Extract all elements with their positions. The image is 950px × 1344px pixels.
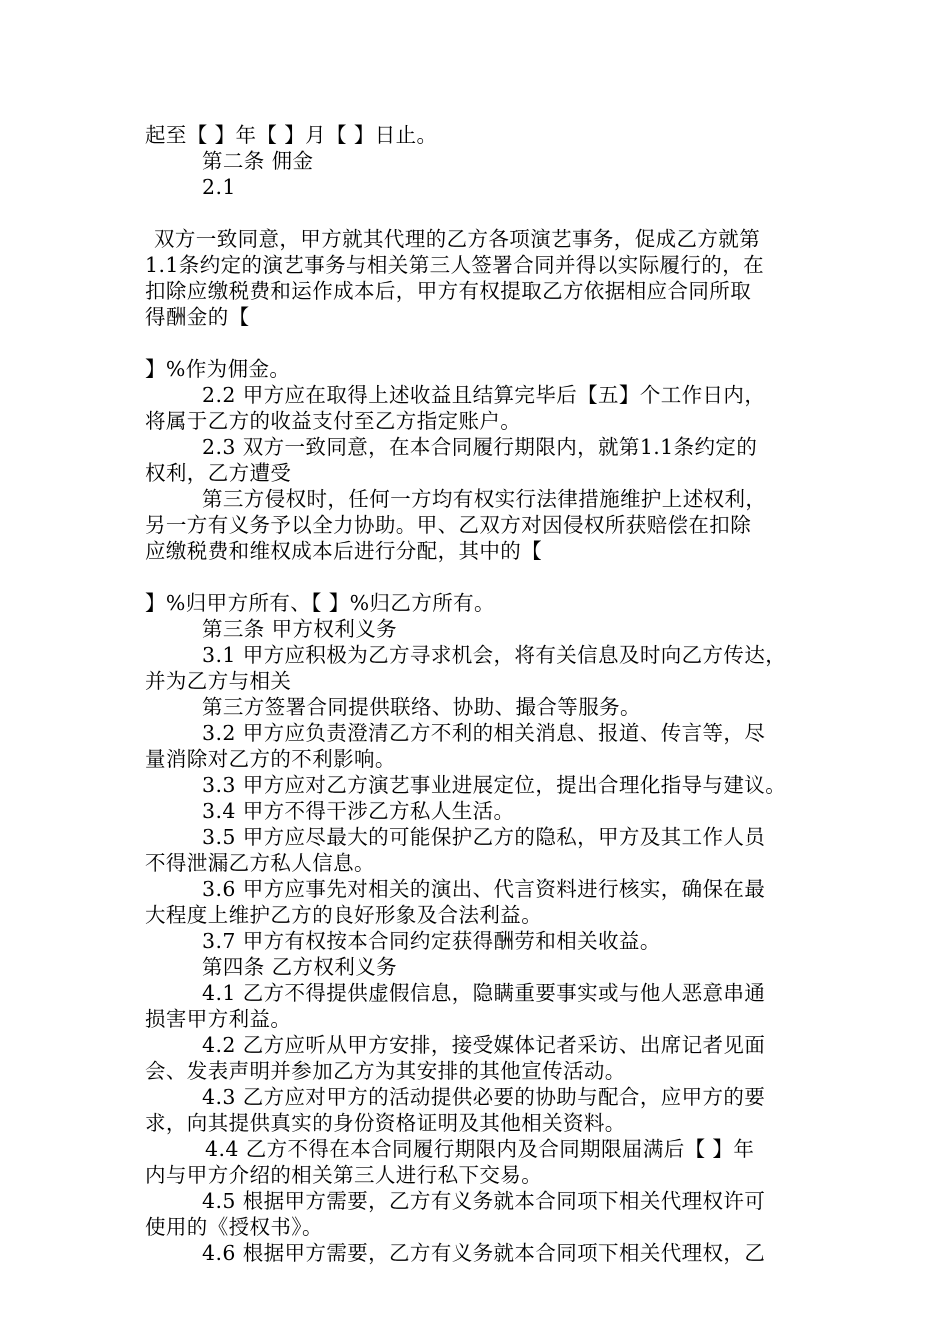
document-body (145, 122, 815, 1266)
text-line: 另一方有义务予以全力协助。甲、乙双方对因侵权所获赔偿在扣除 (145, 513, 752, 537)
blank-line (145, 200, 815, 226)
text-line: 4.3 乙方应对甲方的活动提供必要的协助与配合，应甲方的要 (202, 1085, 766, 1109)
text-line: 第三方签署合同提供联络、协助、撮合等服务。 (202, 695, 641, 719)
text-line: 不得泄漏乙方私人信息。 (145, 851, 375, 875)
text-line: 4.1 乙方不得提供虚假信息，隐瞒重要事实或与他人恶意串通 (202, 981, 766, 1005)
text-line: 】%归甲方所有、【 】%归乙方所有。 (145, 591, 495, 615)
text-line: 3.6 甲方应事先对相关的演出、代言资料进行核实，确保在最 (202, 877, 766, 901)
text-line: 起至【 】年【 】月【 】日止。 (145, 123, 438, 147)
text-line: 2.3 双方一致同意，在本合同履行期限内，就第1.1条约定的 (202, 435, 758, 459)
text-line: 使用的《授权书》。 (145, 1215, 323, 1239)
blank-line (145, 564, 815, 590)
text-line: 第二条 佣金 (202, 149, 314, 173)
text-line: 3.1 甲方应积极为乙方寻求机会，将有关信息及时向乙方传达， (202, 643, 787, 667)
text-line: 4.5 根据甲方需要，乙方有义务就本合同项下相关代理权许可 (202, 1189, 766, 1213)
text-line: 2.1 (202, 175, 236, 199)
text-line: 4.6 根据甲方需要，乙方有义务就本合同项下相关代理权，乙 (202, 1241, 766, 1265)
text-line: 应缴税费和维权成本后进行分配，其中的【 (145, 539, 543, 563)
text-line: 1.1条约定的演艺事务与相关第三人签署合同并得以实际履行的，在 (145, 253, 764, 277)
text-line: 3.2 甲方应负责澄清乙方不利的相关消息、报道、传言等，尽 (202, 721, 766, 745)
text-line: 】%作为佣金。 (145, 357, 291, 381)
text-line: 损害甲方利益。 (145, 1007, 292, 1031)
text-line: 将属于乙方的收益支付至乙方指定账户。 (145, 409, 522, 433)
text-line: 得酬金的【 (145, 305, 250, 329)
text-line: 量消除对乙方的不利影响。 (145, 747, 396, 771)
blank-line (145, 330, 815, 356)
text-line: 内与甲方介绍的相关第三人进行私下交易。 (145, 1163, 543, 1187)
text-line: 4.2 乙方应听从甲方安排，接受媒体记者采访、出席记者见面 (202, 1033, 766, 1057)
text-line: 4.4 乙方不得在本合同履行期限内及合同期限届满后【 】年 (205, 1137, 755, 1161)
text-line: 3.5 甲方应尽最大的可能保护乙方的隐私，甲方及其工作人员 (202, 825, 766, 849)
text-line: 并为乙方与相关 (145, 669, 292, 693)
text-line: 3.3 甲方应对乙方演艺事业进展定位，提出合理化指导与建议。 (202, 773, 787, 797)
text-line: 权利，乙方遭受 (145, 461, 292, 485)
text-line: 大程度上维护乙方的良好形象及合法利益。 (145, 903, 543, 927)
text-line: 第三方侵权时，任何一方均有权实行法律措施维护上述权利， (202, 487, 767, 511)
text-line: 求，向其提供真实的身份资格证明及其他相关资料。 (145, 1111, 626, 1135)
text-line: 2.2 甲方应在取得上述收益且结算完毕后【五】个工作日内， (202, 383, 766, 407)
text-line: 扣除应缴税费和运作成本后，甲方有权提取乙方依据相应合同所取 (145, 279, 752, 303)
text-line: 3.4 甲方不得干涉乙方私人生活。 (202, 799, 515, 823)
text-line: 3.7 甲方有权按本合同约定获得酬劳和相关收益。 (202, 929, 661, 953)
text-line: 双方一致同意，甲方就其代理的乙方各项演艺事务，促成乙方就第 (154, 227, 761, 251)
text-line: 第三条 甲方权利义务 (202, 617, 398, 641)
text-line: 会、发表声明并参加乙方为其安排的其他宣传活动。 (145, 1059, 626, 1083)
text-line: 第四条 乙方权利义务 (202, 955, 398, 979)
